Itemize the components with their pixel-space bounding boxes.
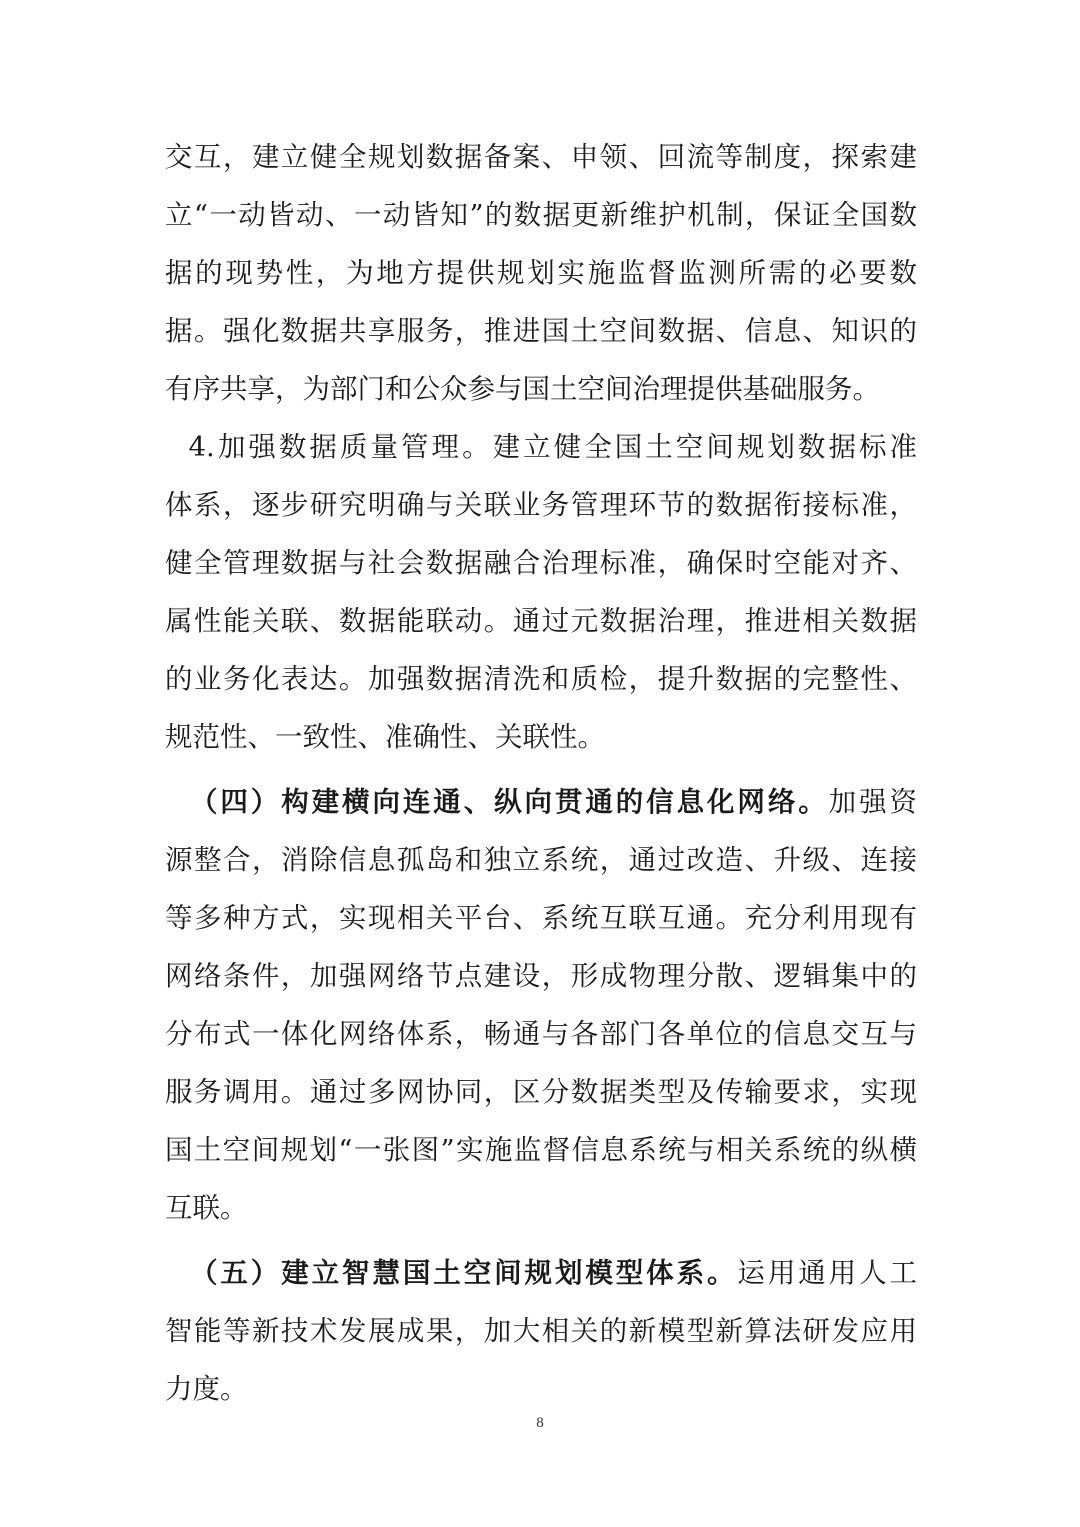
page-number: 8 [536,1415,544,1431]
text-line: 体系，逐步研究明确与关联业务管理环节的数据衔接标准， [165,489,917,521]
text-line [165,1244,917,1302]
text-line: 4.加强数据质量管理。建立健全国土空间规划数据标准 [165,431,917,463]
section-text: 加强资 [828,786,917,818]
section-heading: （五）建立智慧国土空间规划模型体系。 [165,1257,738,1289]
text-line: 交互，建立健全规划数据备案、申领、回流等制度，探索建 [165,141,917,173]
text-line: 智能等新技术发展成果，加大相关的新模型新算法研发应用 [165,1315,917,1347]
text-line: 健全管理数据与社会数据融合治理标准，确保时空能对齐、 [165,547,917,579]
text-line [165,773,917,831]
text-line: 据的现势性，为地方提供规划实施监督监测所需的必要数 [165,257,917,289]
text-line: 立“一动皆动、一动皆知”的数据更新维护机制，保证全国数 [165,199,917,231]
section-heading: （四）构建横向连通、纵向贯通的信息化网络。 [165,786,829,818]
text-line: 服务调用。通过多网协同，区分数据类型及传输要求，实现 [165,1076,917,1108]
text-line: 据。强化数据共享服务，推进国土空间数据、信息、知识的 [165,315,917,347]
text-line: 有序共享，为部门和公众参与国土空间治理提供基础服务。 [165,373,880,405]
section-text: 运用通用人工 [737,1257,917,1289]
document-body [165,128,917,1418]
text-line: 分布式一体化网络体系，畅通与各部门各单位的信息交互与 [165,1018,917,1050]
text-line: 互联。 [165,1192,248,1224]
text-line: 国土空间规划“一张图”实施监督信息系统与相关系统的纵横 [165,1134,917,1166]
text-line: 源整合，消除信息孤岛和独立系统，通过改造、升级、连接 [165,844,917,876]
text-line: 力度。 [165,1373,248,1405]
text-line: 的业务化表达。加强数据清洗和质检，提升数据的完整性、 [165,663,917,695]
text-line: 等多种方式，实现相关平台、系统互联互通。充分利用现有 [165,902,917,934]
text-line: 属性能关联、数据能联动。通过元数据治理，推进相关数据 [165,605,917,637]
text-line: 规范性、一致性、准确性、关联性。 [165,721,605,753]
text-line: 网络条件，加强网络节点建设，形成物理分散、逻辑集中的 [165,960,917,992]
